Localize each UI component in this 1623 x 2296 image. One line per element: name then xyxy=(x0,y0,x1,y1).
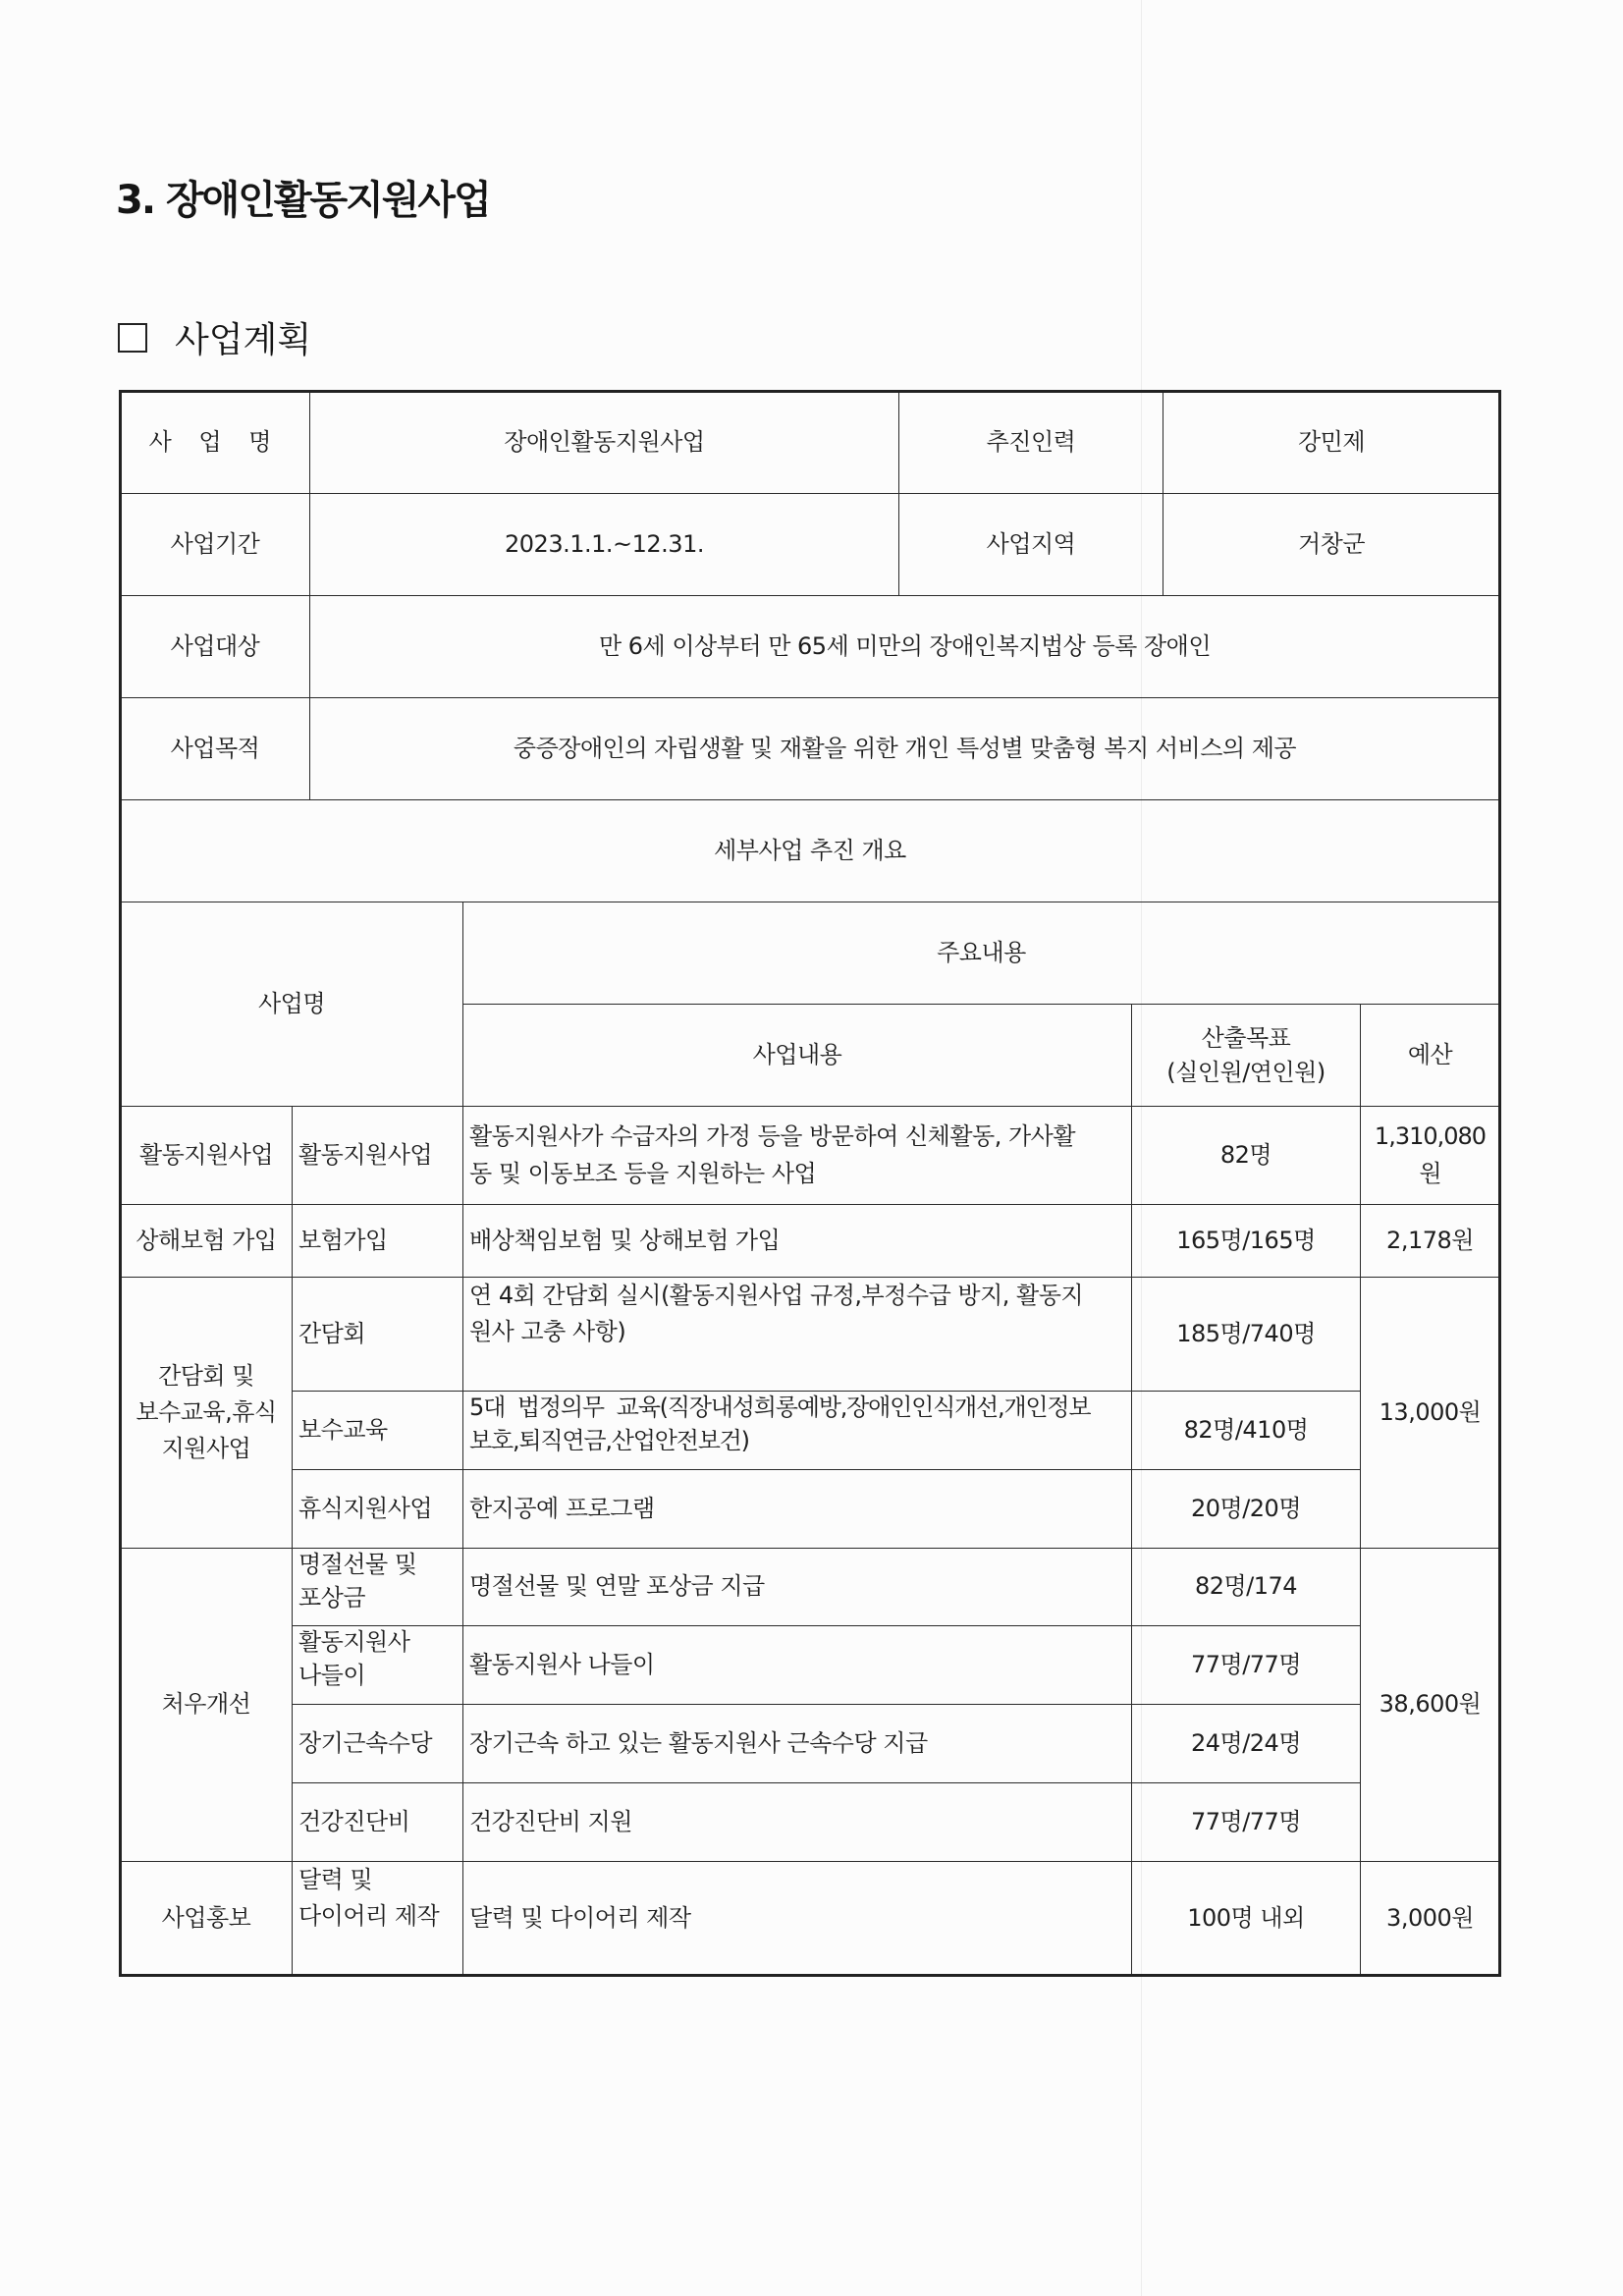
content-cell: 달력 및 다이어리 제작 xyxy=(462,1861,1132,1977)
group-name xyxy=(120,1277,293,1549)
content-line: 연 4회 간담회 실시(활동지원사업 규정,부정수급 방지, 활동지 xyxy=(469,1282,1084,1309)
purpose-value: 중증장애인의 자립생활 및 재활을 위한 개인 특성별 맞춤형 복지 서비스의 제공 xyxy=(309,697,1500,800)
budget-cell: 3,000원 xyxy=(1360,1861,1500,1977)
staff-value: 강민제 xyxy=(1163,391,1500,494)
target-value-cell: 100명 내외 xyxy=(1131,1861,1361,1977)
sub-program: 보험가입 xyxy=(292,1204,463,1278)
sub-program-line: 다이어리 제작 xyxy=(298,1902,440,1931)
sub-program: 간담회 xyxy=(292,1277,463,1392)
group-name: 처우개선 xyxy=(120,1548,293,1862)
purpose-label: 사업목적 xyxy=(120,697,310,800)
sub-program: 건강진단비 xyxy=(292,1782,463,1862)
target-value-cell: 77명/77명 xyxy=(1131,1625,1361,1705)
content-cell xyxy=(462,1277,1132,1392)
period-label: 사업기간 xyxy=(120,493,310,596)
budget-cell: 13,000원 xyxy=(1360,1277,1500,1549)
col-target-header xyxy=(1131,1004,1361,1107)
content-cell: 건강진단비 지원 xyxy=(462,1782,1132,1862)
content-cell: 장기근속 하고 있는 활동지원사 근속수당 지급 xyxy=(462,1704,1132,1783)
target-value-cell: 185명/740명 xyxy=(1131,1277,1361,1392)
sub-program: 활동지원사업 xyxy=(292,1106,463,1205)
section-title: 3. 장애인활동지원사업 xyxy=(116,178,490,223)
detail-heading: 세부사업 추진 개요 xyxy=(120,799,1500,902)
budget-cell: 38,600원 xyxy=(1360,1548,1500,1862)
col-program-header: 사업명 xyxy=(120,902,463,1107)
col-main-header: 주요내용 xyxy=(462,902,1500,1005)
sub-program-line: 활동지원사 xyxy=(298,1628,410,1656)
content-cell: 활동지원사 나들이 xyxy=(462,1625,1132,1705)
sub-program: 휴식지원사업 xyxy=(292,1469,463,1549)
group-name: 사업홍보 xyxy=(120,1861,293,1977)
col-target-header-line2: (실인원/연인원) xyxy=(1166,1058,1325,1086)
checkbox-square-icon xyxy=(118,323,147,353)
group-name-line: 지원사업 xyxy=(161,1435,251,1463)
region-label: 사업지역 xyxy=(898,493,1163,596)
sub-program-line: 명절선물 및 xyxy=(298,1551,417,1578)
sub-program xyxy=(292,1625,463,1705)
content-line: 동 및 이동보조 등을 지원하는 사업 xyxy=(469,1159,817,1187)
target-value-cell: 165명/165명 xyxy=(1131,1204,1361,1278)
name-label: 사 업 명 xyxy=(120,391,310,494)
staff-label: 추진인력 xyxy=(898,391,1163,494)
target-value-cell: 82명/174 xyxy=(1131,1548,1361,1626)
content-cell xyxy=(462,1391,1132,1470)
content-line: 보호,퇴직연금,산업안전보건) xyxy=(469,1426,749,1454)
target-label: 사업대상 xyxy=(120,595,310,698)
name-value: 장애인활동지원사업 xyxy=(309,391,899,494)
col-budget-header: 예산 xyxy=(1360,1004,1500,1107)
group-name-line: 보수교육,휴식 xyxy=(135,1397,277,1426)
target-value-cell: 77명/77명 xyxy=(1131,1782,1361,1862)
target-value-cell: 20명/20명 xyxy=(1131,1469,1361,1549)
content-cell: 명절선물 및 연말 포상금 지급 xyxy=(462,1548,1132,1626)
group-name-line: 간담회 및 xyxy=(158,1361,254,1390)
subsection-title: 사업계획 xyxy=(175,320,312,360)
content-line: 원사 고충 사항) xyxy=(469,1318,626,1346)
sub-program-line: 나들이 xyxy=(298,1661,366,1689)
budget-cell: 1,310,080원 xyxy=(1360,1106,1500,1205)
sub-program: 장기근속수당 xyxy=(292,1704,463,1783)
sub-program-line: 달력 및 xyxy=(298,1866,373,1893)
target-value-cell: 82명/410명 xyxy=(1131,1391,1361,1470)
sub-program xyxy=(292,1861,463,1977)
period-value: 2023.1.1.~12.31. xyxy=(309,493,899,596)
sub-program xyxy=(292,1548,463,1626)
content-line: 활동지원사가 수급자의 가정 등을 방문하여 신체활동, 가사활 xyxy=(469,1122,1076,1151)
col-content-header: 사업내용 xyxy=(462,1004,1132,1107)
content-line: 5대 법정의무 교육(직장내성희롱예방,장애인인식개선,개인정보 xyxy=(469,1394,1091,1421)
content-cell xyxy=(462,1106,1132,1205)
content-cell: 배상책임보험 및 상해보험 가입 xyxy=(462,1204,1132,1278)
sub-program-line: 포상금 xyxy=(298,1583,366,1612)
budget-cell: 2,178원 xyxy=(1360,1204,1500,1278)
content-cell: 한지공예 프로그램 xyxy=(462,1469,1132,1549)
target-value-cell: 82명 xyxy=(1131,1106,1361,1205)
target-value-cell: 24명/24명 xyxy=(1131,1704,1361,1783)
sub-program: 보수교육 xyxy=(292,1391,463,1470)
target-value: 만 6세 이상부터 만 65세 미만의 장애인복지법상 등록 장애인 xyxy=(309,595,1500,698)
region-value: 거창군 xyxy=(1163,493,1500,596)
col-target-header-line1: 산출목표 xyxy=(1201,1023,1291,1052)
subsection-heading xyxy=(118,312,311,362)
group-name: 활동지원사업 xyxy=(120,1106,293,1205)
group-name: 상해보험 가입 xyxy=(120,1204,293,1278)
